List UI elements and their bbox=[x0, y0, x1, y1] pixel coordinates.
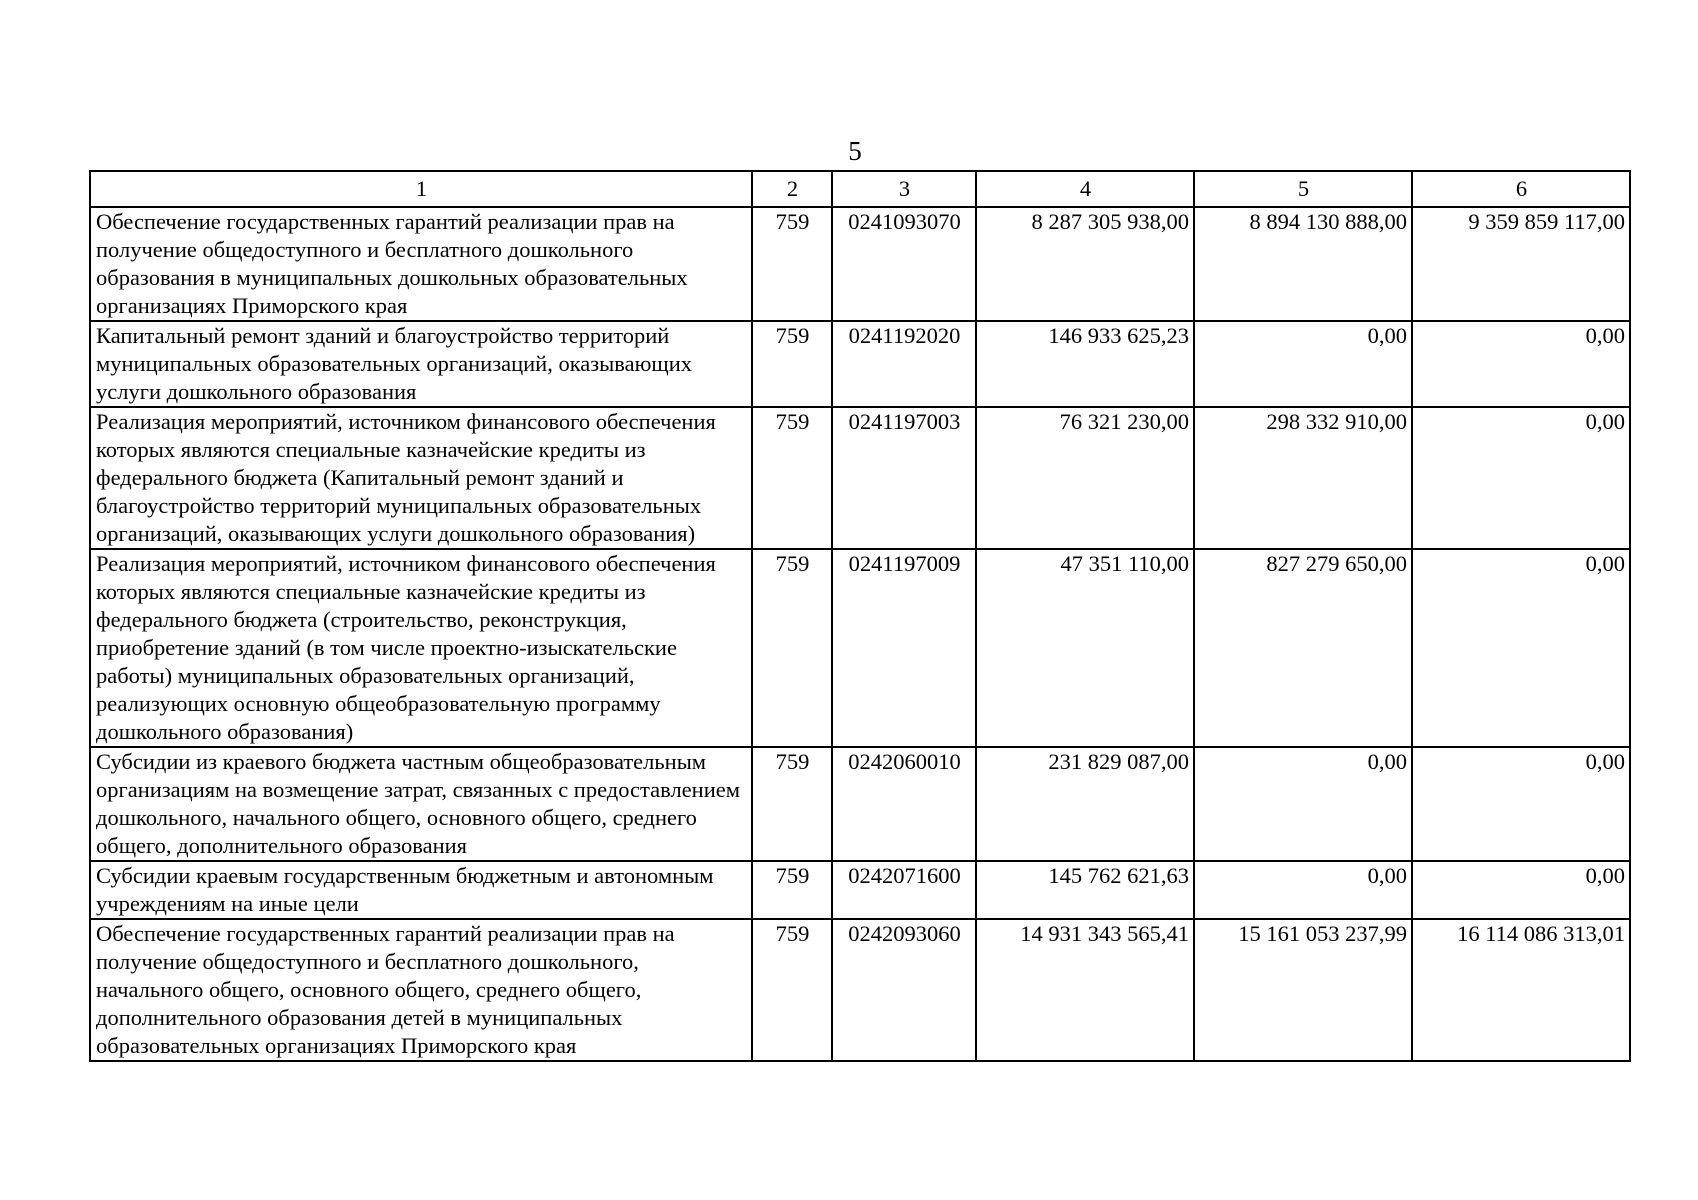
row-csr-code: 0241197009 bbox=[832, 549, 976, 747]
row-grbs-code: 759 bbox=[752, 861, 832, 919]
row-name: Реализация мероприятий, источником финансового обеспечения которых являются специальные казначейские кредиты из федерального бюджета (строительство, реконструкция, приобретение зданий (в том числе проектно-изыскательские работы) муниципальных образовательных организаций, реализующих основную общеобразовательную программу дошкольного образования) bbox=[90, 549, 752, 747]
row-grbs-code: 759 bbox=[752, 321, 832, 407]
row-csr-code: 0241192020 bbox=[832, 321, 976, 407]
row-amount-col5: 0,00 bbox=[1194, 747, 1412, 861]
row-name: Реализация мероприятий, источником финансового обеспечения которых являются специальные казначейские кредиты из федерального бюджета (Капитальный ремонт зданий и благоустройство территорий муниципальных образовательных организаций, оказывающих услуги дошкольного образования) bbox=[90, 407, 752, 549]
row-csr-code: 0241197003 bbox=[832, 407, 976, 549]
row-grbs-code: 759 bbox=[752, 549, 832, 747]
column-header-1: 1 bbox=[90, 171, 752, 207]
column-header-5: 5 bbox=[1194, 171, 1412, 207]
row-amount-col5: 8 894 130 888,00 bbox=[1194, 207, 1412, 321]
row-amount-col4: 8 287 305 938,00 bbox=[976, 207, 1194, 321]
row-amount-col5: 827 279 650,00 bbox=[1194, 549, 1412, 747]
row-amount-col4: 76 321 230,00 bbox=[976, 407, 1194, 549]
row-amount-col4: 47 351 110,00 bbox=[976, 549, 1194, 747]
table-row bbox=[90, 407, 1630, 549]
row-amount-col4: 231 829 087,00 bbox=[976, 747, 1194, 861]
row-csr-code: 0242060010 bbox=[832, 747, 976, 861]
row-amount-col5: 15 161 053 237,99 bbox=[1194, 919, 1412, 1061]
table-row bbox=[90, 919, 1630, 1061]
row-grbs-code: 759 bbox=[752, 747, 832, 861]
table-row bbox=[90, 207, 1630, 321]
table-row bbox=[90, 549, 1630, 747]
row-amount-col4: 146 933 625,23 bbox=[976, 321, 1194, 407]
column-header-4: 4 bbox=[976, 171, 1194, 207]
budget-table bbox=[89, 170, 1631, 1062]
row-amount-col6: 0,00 bbox=[1412, 407, 1630, 549]
row-amount-col6: 9 359 859 117,00 bbox=[1412, 207, 1630, 321]
row-grbs-code: 759 bbox=[752, 207, 832, 321]
row-grbs-code: 759 bbox=[752, 407, 832, 549]
row-csr-code: 0241093070 bbox=[832, 207, 976, 321]
row-amount-col6: 0,00 bbox=[1412, 861, 1630, 919]
page-number: 5 bbox=[848, 136, 862, 166]
table-row bbox=[90, 321, 1630, 407]
table-row bbox=[90, 747, 1630, 861]
row-amount-col4: 14 931 343 565,41 bbox=[976, 919, 1194, 1061]
row-amount-col6: 16 114 086 313,01 bbox=[1412, 919, 1630, 1061]
row-name: Обеспечение государственных гарантий реализации прав на получение общедоступного и бесплатного дошкольного, начального общего, основного общего, среднего общего, дополнительного образования детей в муниципальных образовательных организациях Приморского края bbox=[90, 919, 752, 1061]
row-amount-col5: 0,00 bbox=[1194, 321, 1412, 407]
row-csr-code: 0242093060 bbox=[832, 919, 976, 1061]
row-name: Субсидии из краевого бюджета частным общеобразовательным организациям на возмещение затрат, связанных с предоставлением дошкольного, начального общего, основного общего, среднего общего, дополнительного образования bbox=[90, 747, 752, 861]
column-header-3: 3 bbox=[832, 171, 976, 207]
row-amount-col6: 0,00 bbox=[1412, 321, 1630, 407]
row-amount-col5: 0,00 bbox=[1194, 861, 1412, 919]
row-name: Субсидии краевым государственным бюджетным и автономным учреждениям на иные цели bbox=[90, 861, 752, 919]
column-header-2: 2 bbox=[752, 171, 832, 207]
row-name: Капитальный ремонт зданий и благоустройство территорий муниципальных образовательных организаций, оказывающих услуги дошкольного образования bbox=[90, 321, 752, 407]
row-amount-col6: 0,00 bbox=[1412, 549, 1630, 747]
table-row bbox=[90, 861, 1630, 919]
row-grbs-code: 759 bbox=[752, 919, 832, 1061]
row-amount-col5: 298 332 910,00 bbox=[1194, 407, 1412, 549]
column-header-6: 6 bbox=[1412, 171, 1630, 207]
row-csr-code: 0242071600 bbox=[832, 861, 976, 919]
row-name: Обеспечение государственных гарантий реализации прав на получение общедоступного и бесплатного дошкольного образования в муниципальных дошкольных образовательных организациях Приморского края bbox=[90, 207, 752, 321]
table-header-row bbox=[90, 171, 1630, 207]
row-amount-col6: 0,00 bbox=[1412, 747, 1630, 861]
row-amount-col4: 145 762 621,63 bbox=[976, 861, 1194, 919]
